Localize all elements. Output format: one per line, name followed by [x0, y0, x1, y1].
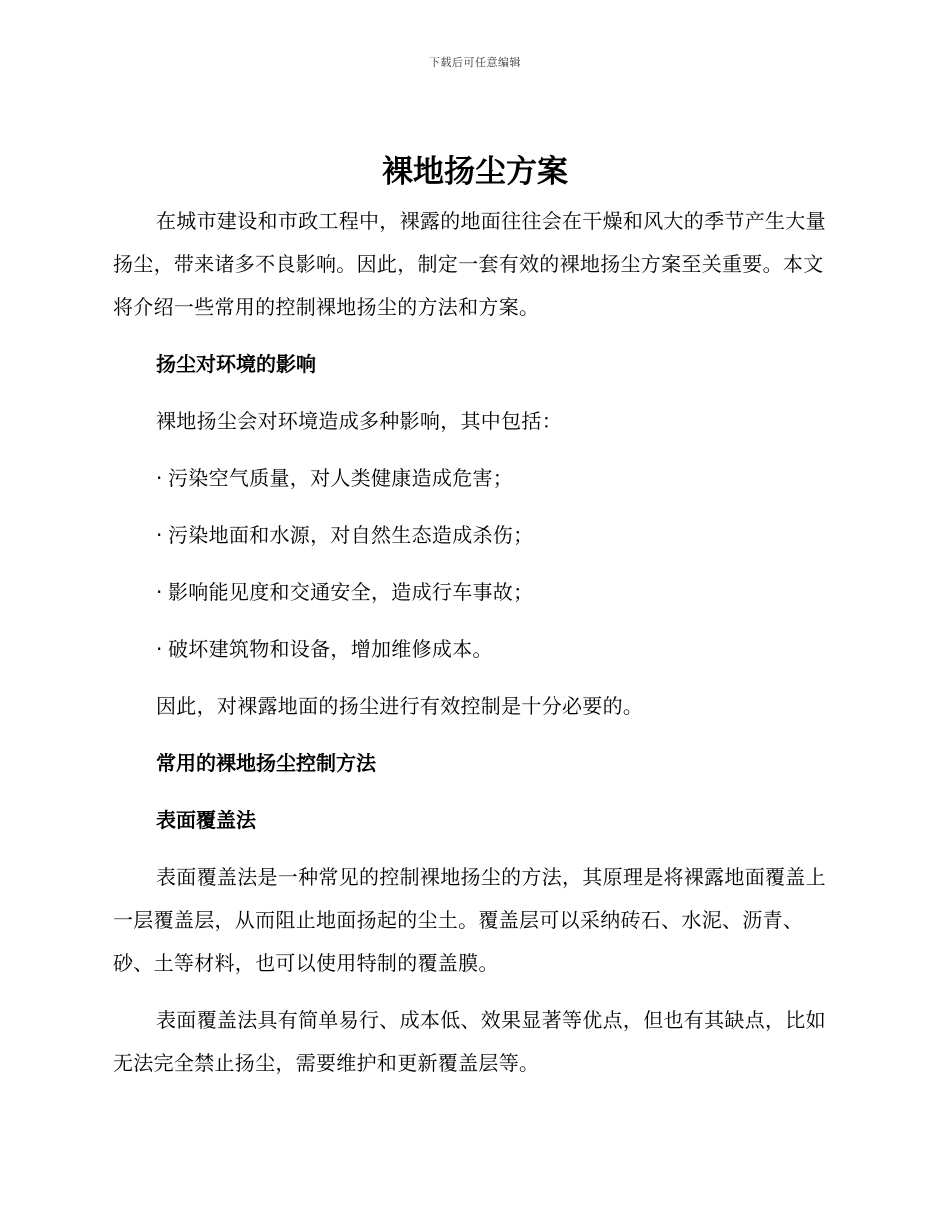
bullet-mark: · — [156, 466, 163, 490]
document-title: 裸地扬尘方案 — [382, 154, 568, 190]
bullet-text: 污染空气质量，对人类健康造成危害； — [168, 466, 514, 490]
bullet-mark: · — [156, 580, 163, 604]
impact-conclusion: 因此，对裸露地面的扬尘进行有效控制是十分必要的。 — [156, 694, 644, 718]
surface-cover-paragraph-1: 表面覆盖法是一种常见的控制裸地扬尘的方法，其原理是将裸露地面覆盖上一层覆盖层，从而阻止地面扬起的尘土。覆盖层可以采纳砖石、水泥、沥青、砂、土等材料，也可以使用特制的覆盖膜。 — [113, 865, 826, 975]
bullet-text: 影响能见度和交通安全，造成行车事故； — [168, 580, 534, 604]
bullet-item — [113, 514, 833, 557]
subheading-surface-cover: 表面覆盖法 — [156, 808, 256, 832]
section-heading-impact: 扬尘对环境的影响 — [156, 352, 316, 376]
bullet-mark: · — [156, 523, 163, 547]
intro-paragraph: 在城市建设和市政工程中，裸露的地面往往会在干燥和风大的季节产生大量扬尘，带来诸多不良影响。因此，制定一套有效的裸地扬尘方案至关重要。本文将介绍一些常用的控制裸地扬尘的方法和方案。 — [113, 209, 826, 319]
impact-lead: 裸地扬尘会对环境造成多种影响，其中包括： — [156, 409, 562, 433]
bullet-item — [113, 628, 833, 671]
bullet-mark: · — [156, 637, 163, 661]
bullet-item — [113, 571, 833, 614]
bullet-item — [113, 457, 833, 500]
section-heading-methods: 常用的裸地扬尘控制方法 — [156, 751, 376, 775]
bullet-text: 污染地面和水源，对自然生态造成杀伤； — [168, 523, 534, 547]
header-note: 下载后可任意编辑 — [429, 56, 521, 69]
surface-cover-paragraph-2: 表面覆盖法具有简单易行、成本低、效果显著等优点，但也有其缺点，比如无法完全禁止扬尘，需要维护和更新覆盖层等。 — [113, 1008, 826, 1075]
bullet-text: 破坏建筑物和设备，增加维修成本。 — [168, 637, 493, 661]
document-body — [113, 200, 833, 1099]
